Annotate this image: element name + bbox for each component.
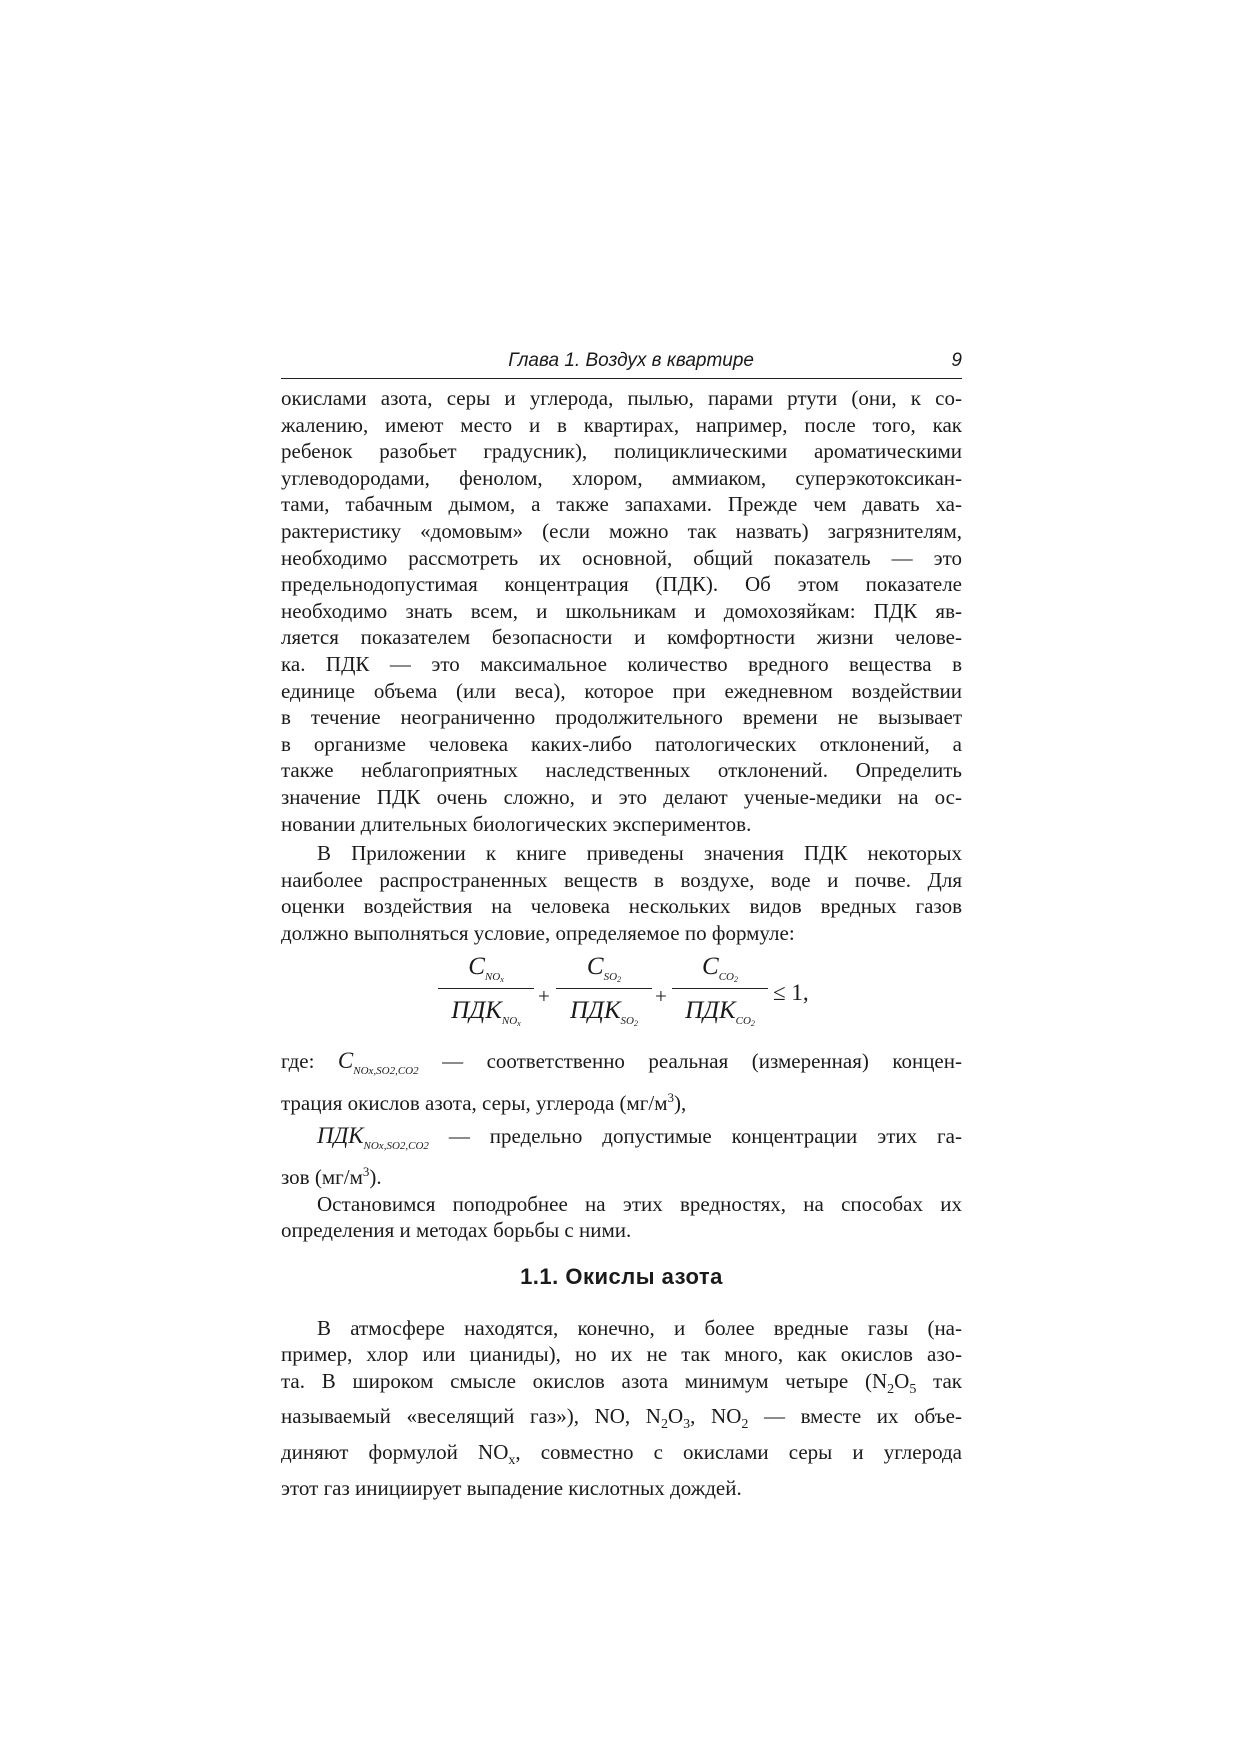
symbol-pdk: ПДК bbox=[569, 997, 621, 1025]
text-line: оценки воздействия на человека нескольких видов вредных газов bbox=[281, 894, 962, 919]
chapter-title: Глава 1. Воздух в квартире bbox=[508, 350, 754, 371]
superscript: 3 bbox=[667, 1090, 675, 1106]
text-span: так bbox=[916, 1368, 962, 1393]
subscript-index: 2 bbox=[617, 975, 622, 985]
text-line: ляется показателем безопасности и комфортности жизни челове- bbox=[281, 625, 962, 650]
text-line bbox=[281, 1159, 962, 1191]
paragraph-1 bbox=[281, 385, 962, 837]
where-clause bbox=[281, 1048, 962, 1190]
subscript: 5 bbox=[909, 1381, 917, 1397]
plus-sign: + bbox=[655, 984, 667, 1009]
subscript bbox=[485, 971, 504, 983]
where-text: ), bbox=[674, 1091, 687, 1116]
formula-relation: ≤ 1, bbox=[773, 980, 809, 1006]
where-text: — предельно допустимые концентрации этих га- bbox=[428, 1123, 962, 1148]
symbol-pdk: ПДК bbox=[451, 997, 502, 1025]
text-line: окислами азота, серы и углерода, пылью, парами ртути (они, к со- bbox=[281, 386, 962, 410]
subscript-index: x bbox=[500, 975, 504, 985]
subscript-index: 2 bbox=[750, 1019, 755, 1029]
text-span: , NO bbox=[690, 1404, 742, 1429]
section-heading: 1.1. Окислы азота bbox=[520, 1264, 723, 1290]
where-text: — соответственно реальная (измеренная) концен- bbox=[418, 1049, 962, 1074]
text-line: единице объема (или веса), которое при ежедневном воздействии bbox=[281, 678, 962, 703]
fraction-numerator bbox=[438, 950, 534, 984]
running-head bbox=[281, 348, 962, 379]
text-line: необходимо знать всем, и школьникам и домохозяйкам: ПДК яв- bbox=[281, 598, 962, 623]
subscript-index: 2 bbox=[634, 1019, 638, 1029]
text-line: определения и методах борьбы с ними. bbox=[281, 1218, 632, 1243]
subscript bbox=[604, 971, 621, 983]
subscript: 2 bbox=[741, 1417, 749, 1433]
text-line: пример, хлор или цианиды), но их не так много, как окислов азо- bbox=[281, 1342, 962, 1367]
text-span: называемый «веселящий газ»), NO, N bbox=[281, 1404, 661, 1429]
superscript: 3 bbox=[362, 1164, 370, 1180]
text-line: также неблагоприятных наследственных отклонений. Определить bbox=[281, 758, 962, 783]
text-line bbox=[281, 1368, 962, 1404]
symbol-c: C bbox=[586, 953, 604, 981]
subscript bbox=[736, 1015, 755, 1027]
where-text: трация окислов азота, серы, углерода (мг/м bbox=[281, 1091, 668, 1116]
pdk-formula bbox=[281, 950, 962, 1048]
fraction-no bbox=[438, 950, 534, 1028]
subscript: 3 bbox=[683, 1417, 691, 1433]
text-line bbox=[281, 1085, 962, 1117]
plus-sign: + bbox=[538, 984, 550, 1009]
text-line: в течение неограниченно продолжительного времени не вызывает bbox=[281, 705, 962, 730]
subscript-text: CO bbox=[735, 1015, 751, 1028]
subscript-index: 2 bbox=[733, 975, 738, 985]
fraction-numerator bbox=[556, 950, 652, 984]
symbol-pdk: ПДК bbox=[685, 997, 736, 1025]
text-line: в организме человека каких-либо патологических отклонений, а bbox=[281, 731, 962, 756]
subscript-text: SO bbox=[620, 1015, 634, 1028]
fraction-co2 bbox=[672, 950, 768, 1028]
fraction-so2 bbox=[556, 950, 652, 1028]
subscript bbox=[502, 1015, 521, 1027]
text-line: необходимо рассмотреть их основной, общий показатель — это bbox=[281, 545, 962, 570]
subscript bbox=[621, 1015, 638, 1027]
text-line: жалению, имеют место и в квартирах, например, после того, как bbox=[281, 412, 962, 437]
paragraph-2 bbox=[281, 840, 962, 946]
text-line: наиболее распространенных веществ в воздухе, воде и почве. Для bbox=[281, 867, 962, 892]
text-span: диняют формулой NO bbox=[281, 1440, 509, 1464]
subscript bbox=[719, 971, 738, 983]
body-text bbox=[281, 385, 962, 1501]
subscript: NOx,SO2,CO2 bbox=[363, 1139, 429, 1152]
subscript-text: CO bbox=[718, 971, 734, 984]
text-span: O bbox=[894, 1368, 910, 1393]
fraction-denominator bbox=[438, 994, 534, 1028]
subscript: NOx,SO2,CO2 bbox=[353, 1065, 419, 1078]
text-line: ка. ПДК — это максимальное количество вредного вещества в bbox=[281, 651, 962, 676]
symbol-pdk: ПДК bbox=[317, 1122, 364, 1148]
subscript-text: NO bbox=[484, 971, 501, 984]
subscript: x bbox=[508, 1453, 516, 1468]
text-line: значение ПДК очень сложно, и это делают ученые-медики на ос- bbox=[281, 784, 962, 809]
text-line: В Приложении к книге приведены значения ПДК некоторых bbox=[317, 841, 962, 866]
text-line bbox=[281, 1123, 962, 1160]
paragraph-3 bbox=[281, 1191, 962, 1244]
text-span: O bbox=[667, 1404, 684, 1429]
where-text: зов (мг/м bbox=[281, 1165, 363, 1190]
text-line: этот газ инициирует выпадение кислотных дождей. bbox=[281, 1475, 742, 1500]
subscript: 2 bbox=[887, 1381, 895, 1397]
text-line: В атмосфере находятся, конечно, и более вредные газы (на- bbox=[317, 1315, 962, 1340]
subscript: 2 bbox=[660, 1417, 668, 1433]
text-line: предельнодопустимая концентрация (ПДК). Об этом показателе bbox=[281, 572, 962, 597]
text-span: та. В широком смысле окислов азота минимум четыре (N bbox=[281, 1368, 888, 1393]
text-span: , совместно с окислами серы и углерода bbox=[515, 1440, 962, 1464]
where-text: ). bbox=[369, 1165, 382, 1190]
paragraph-4 bbox=[281, 1315, 962, 1502]
where-prefix: где: bbox=[281, 1049, 338, 1074]
fraction-bar bbox=[438, 988, 534, 989]
text-line: Остановимся поподробнее на этих вредностях, на способах их bbox=[317, 1191, 962, 1216]
fraction-bar bbox=[672, 988, 768, 989]
text-line: тами, табачным дымом, а также запахами. Прежде чем давать ха- bbox=[281, 492, 962, 517]
symbol-c: C bbox=[337, 1048, 354, 1074]
text-span: — вместе их объе- bbox=[748, 1404, 962, 1429]
subscript-index: x bbox=[517, 1019, 521, 1029]
text-line: углеводородами, фенолом, хлором, аммиаком, суперэкотоксикан- bbox=[281, 465, 962, 490]
text-line: новании длительных биологических экспериментов. bbox=[281, 811, 752, 836]
fraction-bar bbox=[556, 988, 652, 989]
text-line bbox=[281, 1403, 962, 1439]
text-line: рактеристику «домовым» (если можно так назвать) загрязнителям, bbox=[281, 518, 962, 543]
text-line: ребенок разобьет градусник), полициклическими ароматическими bbox=[281, 439, 962, 464]
fraction-denominator bbox=[556, 994, 652, 1028]
text-line: должно выполняться условие, определяемое по формуле: bbox=[281, 920, 795, 945]
fraction-denominator bbox=[672, 994, 768, 1028]
symbol-c: C bbox=[468, 953, 485, 981]
symbol-c: C bbox=[702, 953, 719, 981]
book-page bbox=[281, 348, 962, 1501]
text-line bbox=[281, 1439, 962, 1475]
fraction-numerator bbox=[672, 950, 768, 984]
page-number: 9 bbox=[951, 350, 962, 371]
subscript-text: NO bbox=[501, 1015, 518, 1028]
subscript-text: SO bbox=[603, 971, 618, 984]
text-line bbox=[281, 1048, 962, 1085]
